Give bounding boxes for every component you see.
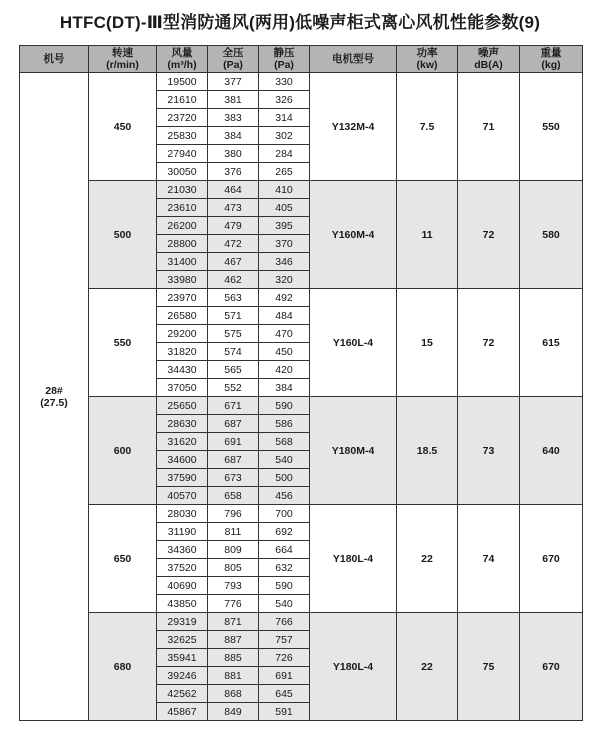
- airflow-cell: 31820: [157, 343, 208, 361]
- weight-cell: 615: [520, 289, 583, 397]
- total-pressure-cell: 809: [208, 541, 259, 559]
- header-label: 功率: [416, 47, 438, 59]
- airflow-cell: 40690: [157, 577, 208, 595]
- total-pressure-cell: 658: [208, 487, 259, 505]
- static-pressure-cell: 726: [259, 649, 310, 667]
- total-pressure-cell: 885: [208, 649, 259, 667]
- header-label: 机号: [43, 53, 65, 65]
- airflow-cell: 30050: [157, 163, 208, 181]
- total-pressure-cell: 575: [208, 325, 259, 343]
- airflow-cell: 21610: [157, 91, 208, 109]
- total-pressure-cell: 687: [208, 451, 259, 469]
- static-pressure-cell: 346: [259, 253, 310, 271]
- total-pressure-cell: 691: [208, 433, 259, 451]
- static-pressure-cell: 384: [259, 379, 310, 397]
- static-pressure-cell: 540: [259, 595, 310, 613]
- airflow-cell: 32625: [157, 631, 208, 649]
- header-label: 风量: [171, 47, 193, 59]
- static-pressure-cell: 265: [259, 163, 310, 181]
- header-unit: dB(A): [474, 59, 503, 71]
- airflow-cell: 34360: [157, 541, 208, 559]
- header-row: [20, 46, 583, 73]
- total-pressure-cell: 380: [208, 145, 259, 163]
- machine-no-cell: [20, 73, 89, 721]
- speed-cell: 650: [89, 505, 157, 613]
- airflow-cell: 31190: [157, 523, 208, 541]
- airflow-cell: 37520: [157, 559, 208, 577]
- machine-no-l2: (27.5): [40, 396, 68, 409]
- airflow-cell: 35941: [157, 649, 208, 667]
- static-pressure-cell: 330: [259, 73, 310, 91]
- total-pressure-cell: 881: [208, 667, 259, 685]
- airflow-cell: 42562: [157, 685, 208, 703]
- speed-cell: 500: [89, 181, 157, 289]
- motor-model-cell: Y180M-4: [310, 397, 397, 505]
- airflow-cell: 37590: [157, 469, 208, 487]
- static-pressure-cell: 484: [259, 307, 310, 325]
- total-pressure-cell: 571: [208, 307, 259, 325]
- static-pressure-cell: 420: [259, 361, 310, 379]
- static-pressure-cell: 450: [259, 343, 310, 361]
- total-pressure-cell: 563: [208, 289, 259, 307]
- motor-model-cell: Y180L-4: [310, 613, 397, 721]
- noise-cell: 72: [458, 289, 520, 397]
- static-pressure-cell: 500: [259, 469, 310, 487]
- total-pressure-cell: 377: [208, 73, 259, 91]
- airflow-cell: 28030: [157, 505, 208, 523]
- static-pressure-cell: 766: [259, 613, 310, 631]
- airflow-cell: 23720: [157, 109, 208, 127]
- header-label: 静压: [273, 47, 295, 59]
- airflow-cell: 34430: [157, 361, 208, 379]
- airflow-cell: 39246: [157, 667, 208, 685]
- total-pressure-cell: 376: [208, 163, 259, 181]
- airflow-cell: 28800: [157, 235, 208, 253]
- performance-table: [19, 45, 583, 721]
- airflow-cell: 26200: [157, 217, 208, 235]
- page-title: HTFC(DT)-Ⅲ型消防通风(两用)低噪声柜式离心风机性能参数(9): [59, 13, 541, 32]
- airflow-cell: 29200: [157, 325, 208, 343]
- airflow-cell: 43850: [157, 595, 208, 613]
- header-unit: (m³/h): [167, 59, 197, 71]
- static-pressure-cell: 410: [259, 181, 310, 199]
- static-pressure-cell: 284: [259, 145, 310, 163]
- table-body: [20, 73, 583, 721]
- weight-cell: 670: [520, 505, 583, 613]
- header-label: 电机型号: [332, 53, 374, 65]
- machine-no-l1: 28#: [45, 384, 63, 397]
- noise-cell: 74: [458, 505, 520, 613]
- static-pressure-cell: 590: [259, 397, 310, 415]
- airflow-cell: 40570: [157, 487, 208, 505]
- airflow-cell: 34600: [157, 451, 208, 469]
- total-pressure-cell: 871: [208, 613, 259, 631]
- static-pressure-cell: 370: [259, 235, 310, 253]
- header-unit: (kw): [416, 59, 438, 71]
- header-total-pressure: [208, 46, 259, 73]
- header-label: 转速: [112, 47, 133, 59]
- static-pressure-cell: 470: [259, 325, 310, 343]
- airflow-cell: 45867: [157, 703, 208, 721]
- total-pressure-cell: 574: [208, 343, 259, 361]
- airflow-cell: 37050: [157, 379, 208, 397]
- total-pressure-cell: 868: [208, 685, 259, 703]
- static-pressure-cell: 757: [259, 631, 310, 649]
- static-pressure-cell: 405: [259, 199, 310, 217]
- airflow-cell: 31620: [157, 433, 208, 451]
- header-unit: (kg): [541, 59, 561, 71]
- total-pressure-cell: 462: [208, 271, 259, 289]
- header-motor-model: [310, 46, 397, 73]
- speed-cell: 680: [89, 613, 157, 721]
- power-cell: 22: [397, 613, 458, 721]
- power-cell: 11: [397, 181, 458, 289]
- airflow-cell: 28630: [157, 415, 208, 433]
- airflow-cell: 19500: [157, 73, 208, 91]
- total-pressure-cell: 776: [208, 595, 259, 613]
- weight-cell: 640: [520, 397, 583, 505]
- header-speed: [89, 46, 157, 73]
- static-pressure-cell: 326: [259, 91, 310, 109]
- power-cell: 15: [397, 289, 458, 397]
- speed-cell: 600: [89, 397, 157, 505]
- motor-model-cell: Y180L-4: [310, 505, 397, 613]
- static-pressure-cell: 692: [259, 523, 310, 541]
- table-row: [20, 289, 583, 307]
- total-pressure-cell: 673: [208, 469, 259, 487]
- motor-model-cell: Y132M-4: [310, 73, 397, 181]
- table-row: [20, 73, 583, 91]
- static-pressure-cell: 540: [259, 451, 310, 469]
- total-pressure-cell: 384: [208, 127, 259, 145]
- static-pressure-cell: 632: [259, 559, 310, 577]
- static-pressure-cell: 320: [259, 271, 310, 289]
- static-pressure-cell: 645: [259, 685, 310, 703]
- airflow-cell: 25830: [157, 127, 208, 145]
- total-pressure-cell: 849: [208, 703, 259, 721]
- static-pressure-cell: 664: [259, 541, 310, 559]
- power-cell: 18.5: [397, 397, 458, 505]
- header-machine-no: [20, 46, 89, 73]
- total-pressure-cell: 793: [208, 577, 259, 595]
- total-pressure-cell: 473: [208, 199, 259, 217]
- total-pressure-cell: 565: [208, 361, 259, 379]
- airflow-cell: 23970: [157, 289, 208, 307]
- total-pressure-cell: 467: [208, 253, 259, 271]
- noise-cell: 75: [458, 613, 520, 721]
- header-weight: [520, 46, 583, 73]
- static-pressure-cell: 568: [259, 433, 310, 451]
- header-static-pressure: [259, 46, 310, 73]
- header-label: 噪声: [478, 47, 499, 59]
- table-row: [20, 613, 583, 631]
- static-pressure-cell: 492: [259, 289, 310, 307]
- header-unit: (r/min): [106, 59, 139, 71]
- total-pressure-cell: 472: [208, 235, 259, 253]
- static-pressure-cell: 691: [259, 667, 310, 685]
- static-pressure-cell: 591: [259, 703, 310, 721]
- table-row: [20, 505, 583, 523]
- airflow-cell: 25650: [157, 397, 208, 415]
- table-row: [20, 397, 583, 415]
- total-pressure-cell: 383: [208, 109, 259, 127]
- airflow-cell: 29319: [157, 613, 208, 631]
- static-pressure-cell: 456: [259, 487, 310, 505]
- power-cell: 22: [397, 505, 458, 613]
- total-pressure-cell: 805: [208, 559, 259, 577]
- header-unit: (Pa): [223, 59, 243, 71]
- header-unit: (Pa): [274, 59, 294, 71]
- motor-model-cell: Y160M-4: [310, 181, 397, 289]
- total-pressure-cell: 811: [208, 523, 259, 541]
- airflow-cell: 33980: [157, 271, 208, 289]
- header-noise: [458, 46, 520, 73]
- airflow-cell: 27940: [157, 145, 208, 163]
- power-cell: 7.5: [397, 73, 458, 181]
- airflow-cell: 26580: [157, 307, 208, 325]
- static-pressure-cell: 700: [259, 505, 310, 523]
- static-pressure-cell: 395: [259, 217, 310, 235]
- total-pressure-cell: 552: [208, 379, 259, 397]
- total-pressure-cell: 479: [208, 217, 259, 235]
- header-label: 全压: [222, 47, 244, 59]
- noise-cell: 72: [458, 181, 520, 289]
- static-pressure-cell: 314: [259, 109, 310, 127]
- static-pressure-cell: 586: [259, 415, 310, 433]
- motor-model-cell: Y160L-4: [310, 289, 397, 397]
- header-label: 重量: [540, 47, 562, 59]
- airflow-cell: 31400: [157, 253, 208, 271]
- airflow-cell: 23610: [157, 199, 208, 217]
- weight-cell: 670: [520, 613, 583, 721]
- header-power: [397, 46, 458, 73]
- static-pressure-cell: 302: [259, 127, 310, 145]
- total-pressure-cell: 464: [208, 181, 259, 199]
- total-pressure-cell: 671: [208, 397, 259, 415]
- speed-cell: 450: [89, 73, 157, 181]
- total-pressure-cell: 887: [208, 631, 259, 649]
- noise-cell: 73: [458, 397, 520, 505]
- total-pressure-cell: 796: [208, 505, 259, 523]
- total-pressure-cell: 381: [208, 91, 259, 109]
- noise-cell: 71: [458, 73, 520, 181]
- table-row: [20, 181, 583, 199]
- weight-cell: 580: [520, 181, 583, 289]
- header-airflow: [157, 46, 208, 73]
- airflow-cell: 21030: [157, 181, 208, 199]
- speed-cell: 550: [89, 289, 157, 397]
- static-pressure-cell: 590: [259, 577, 310, 595]
- total-pressure-cell: 687: [208, 415, 259, 433]
- weight-cell: 550: [520, 73, 583, 181]
